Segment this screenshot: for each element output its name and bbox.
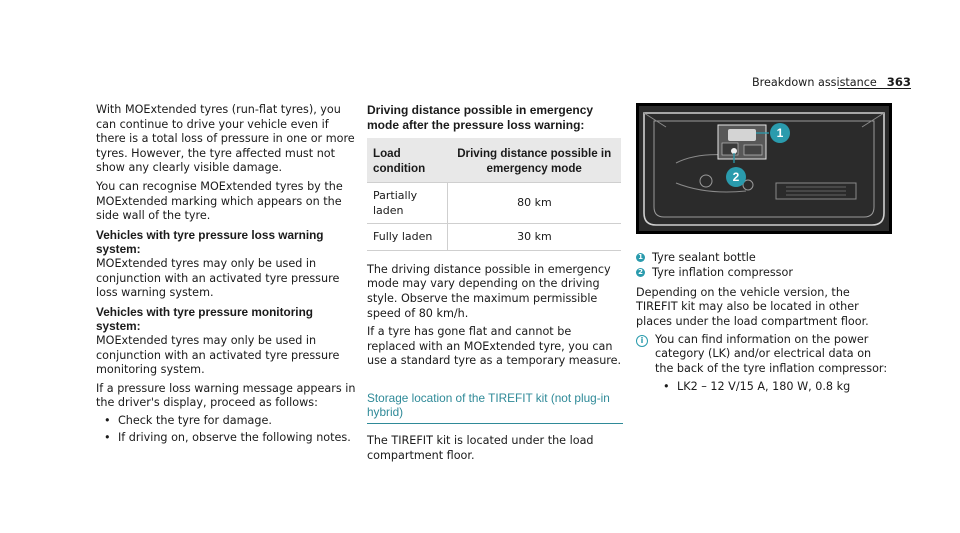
callout-1: 1 — [776, 126, 784, 140]
paragraph-tirefit-location: The TIREFIT kit is located under the load compartment floor. — [367, 433, 594, 462]
table-cell: Fully laden — [367, 224, 447, 251]
column-header-distance: Driving distance possible in emergency mode — [447, 138, 621, 182]
note-list — [655, 380, 892, 395]
action-list — [96, 414, 358, 446]
column-header-load: Load condition — [367, 138, 447, 182]
paragraph-pressure-monitoring: MOExtended tyres may only be used in conjunction with an activated tyre pressure monitoring system. — [96, 333, 340, 377]
legend-badge: 2 — [636, 268, 645, 277]
callout-2: 2 — [732, 170, 740, 184]
column-left — [96, 103, 358, 449]
legend-item — [636, 266, 892, 281]
legend-item — [636, 251, 892, 266]
paragraph-standard-tyre: If a tyre has gone flat and cannot be replaced with an MOExtended tyre, you can use a standard tyre as a temporary measure. — [367, 325, 622, 368]
paragraph-recognise: You can recognise MOExtended tyres by the MOExtended marking which appears on the side wall of the tyre. — [96, 179, 343, 223]
table-row — [367, 183, 621, 224]
table-title: Driving distance possible in emergency mode after the pressure loss warning: — [367, 103, 594, 132]
legend-text: Tyre inflation compressor — [652, 266, 793, 280]
page-number: 363 — [886, 75, 911, 89]
list-item: • If driving on, observe the following notes. — [96, 431, 358, 446]
list-item: • Check the tyre for damage. — [96, 414, 358, 429]
list-item: • LK2 – 12 V/15 A, 180 W, 0.8 kg — [655, 380, 892, 395]
distance-table — [367, 138, 621, 251]
table-cell: 30 km — [447, 224, 621, 251]
tirefit-figure — [636, 103, 892, 234]
column-middle — [367, 103, 623, 463]
table-row — [367, 224, 621, 251]
paragraph-pressure-loss: MOExtended tyres may only be used in conjunction with an activated tyre pressure loss warning system. — [96, 256, 340, 300]
info-note-body — [655, 333, 892, 398]
section-title: Breakdown assistance — [751, 76, 877, 89]
table-cell: Partially laden — [367, 183, 447, 224]
table-header-row — [367, 138, 621, 182]
heading-pressure-monitoring: Vehicles with tyre pressure monitoring system: — [96, 304, 313, 334]
paragraph-driving-style: The driving distance possible in emergency mode may vary depending on the driving style. Observe the maximum permissible speed of 80 km/h. — [367, 262, 611, 320]
info-note-text: You can find information on the power category (LK) and/or electrical data on the back of the tyre inflation compressor: — [655, 332, 888, 375]
paragraph-intro: With MOExtended tyres (run-flat tyres), you can continue to drive your vehicle even if there is a total loss of pressure in one or more tyres. However, the tyre affected must not show any clearly visible damage. — [96, 103, 355, 175]
section-heading-tirefit: Storage location of the TIREFIT kit (not plug-in hybrid) — [367, 391, 623, 424]
info-note — [636, 333, 892, 398]
legend-badge: 1 — [636, 253, 645, 262]
paragraph-other-locations: Depending on the vehicle version, the TIREFIT kit may also be located in other places under the load compartment floor. — [636, 285, 869, 328]
column-right — [636, 103, 892, 398]
heading-pressure-loss-warning: Vehicles with tyre pressure loss warning system: — [96, 227, 324, 257]
info-icon: i — [636, 335, 648, 347]
paragraph-warning-message: If a pressure loss warning message appears in the driver's display, proceed as follows: — [96, 381, 356, 410]
table-cell: 80 km — [447, 183, 621, 224]
legend-text: Tyre sealant bottle — [652, 250, 756, 264]
header-divider — [838, 88, 911, 89]
